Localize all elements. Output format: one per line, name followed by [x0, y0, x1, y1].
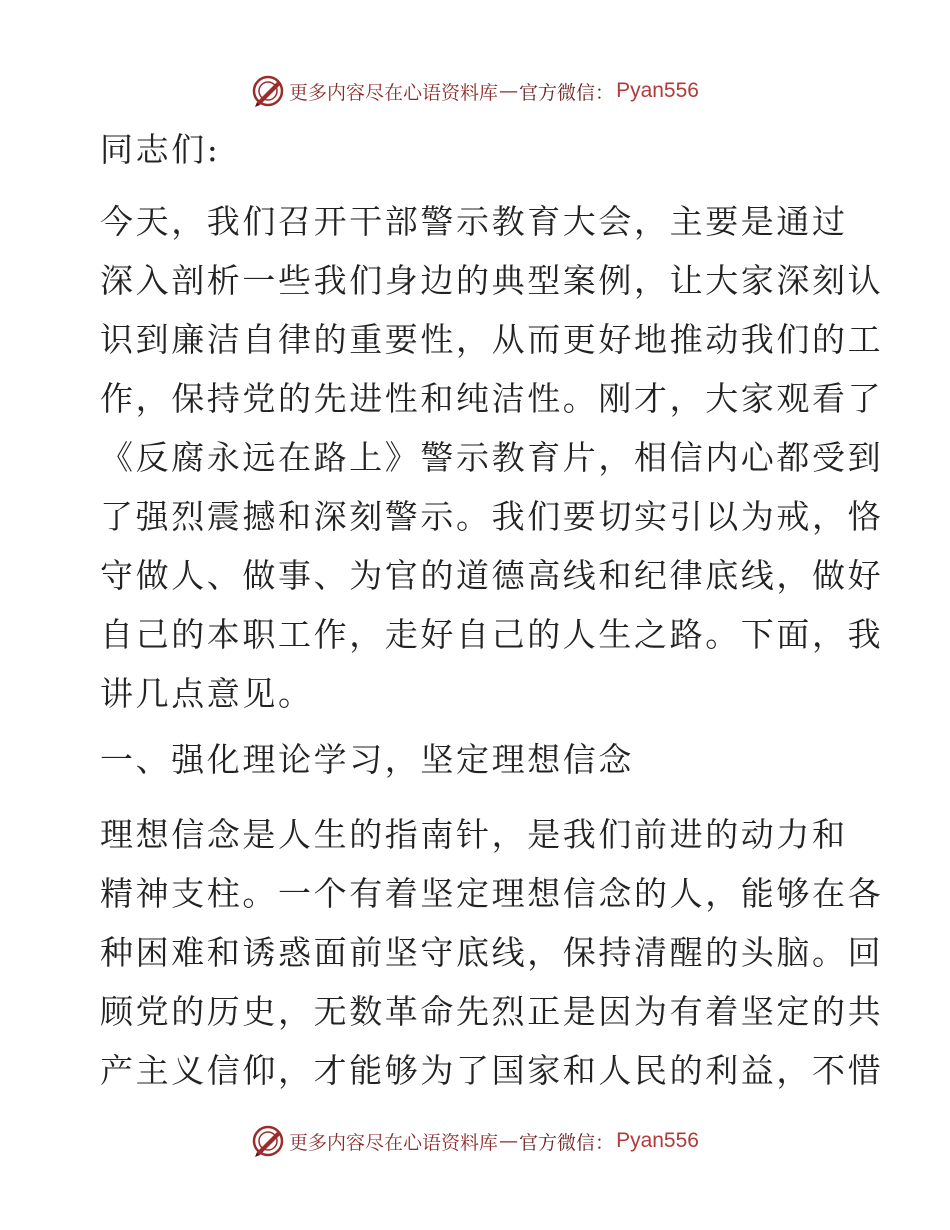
paragraph-line: 顾党的历史，无数革命先烈正是因为有着坚定的共	[100, 992, 884, 1031]
footer-banner	[0, 1124, 950, 1158]
paragraph-line: 精神支柱。一个有着坚定理想信念的人，能够在各	[100, 874, 884, 913]
paragraph-line: 《反腐永远在路上》警示教育片，相信内心都受到	[100, 438, 884, 477]
paragraph-line: 自己的本职工作，走好自己的人生之路。下面，我	[100, 615, 884, 654]
footer-wechat-label: 官方微信：	[519, 1131, 615, 1154]
paragraph-line: 识到廉洁自律的重要性，从而更好地推动我们的工	[100, 320, 884, 359]
salutation: 同志们:	[100, 130, 221, 169]
header-banner	[0, 74, 950, 108]
header-wechat-id: Pyan556	[616, 79, 699, 102]
paragraph-line: 作，保持党的先进性和纯洁性。刚才，大家观看了	[100, 379, 884, 418]
header-wechat-label: 官方微信：	[519, 81, 615, 104]
paragraph-line: 守做人、做事、为官的道德高线和纪律底线，做好	[100, 556, 884, 595]
paragraph-line: 产主义信仰，才能够为了国家和人民的利益，不惜	[100, 1051, 884, 1090]
paragraph-line: 理想信念是人生的指南针，是我们前进的动力和	[100, 815, 848, 854]
footer-site-text: 更多内容尽在心语资料库	[289, 1131, 499, 1154]
paragraph-line: 今天，我们召开干部警示教育大会，主要是通过	[100, 202, 848, 241]
header-site-text: 更多内容尽在心语资料库	[289, 81, 499, 104]
footer-wechat-id: Pyan556	[616, 1129, 699, 1152]
paragraph-line: 了强烈震撼和深刻警示。我们要切实引以为戒，恪	[100, 497, 884, 536]
paragraph-line: 深入剖析一些我们身边的典型案例，让大家深刻认	[100, 261, 884, 300]
pen-logo-icon	[251, 74, 285, 108]
paragraph-line: 种困难和诱惑面前坚守底线，保持清醒的头脑。回	[100, 933, 884, 972]
section-heading: 一、强化理论学习，坚定理想信念	[100, 740, 634, 779]
paragraph-line: 讲几点意见。	[100, 674, 314, 713]
header-dash: —	[499, 80, 519, 102]
footer-dash: —	[499, 1130, 519, 1152]
pen-logo-icon	[251, 1124, 285, 1158]
